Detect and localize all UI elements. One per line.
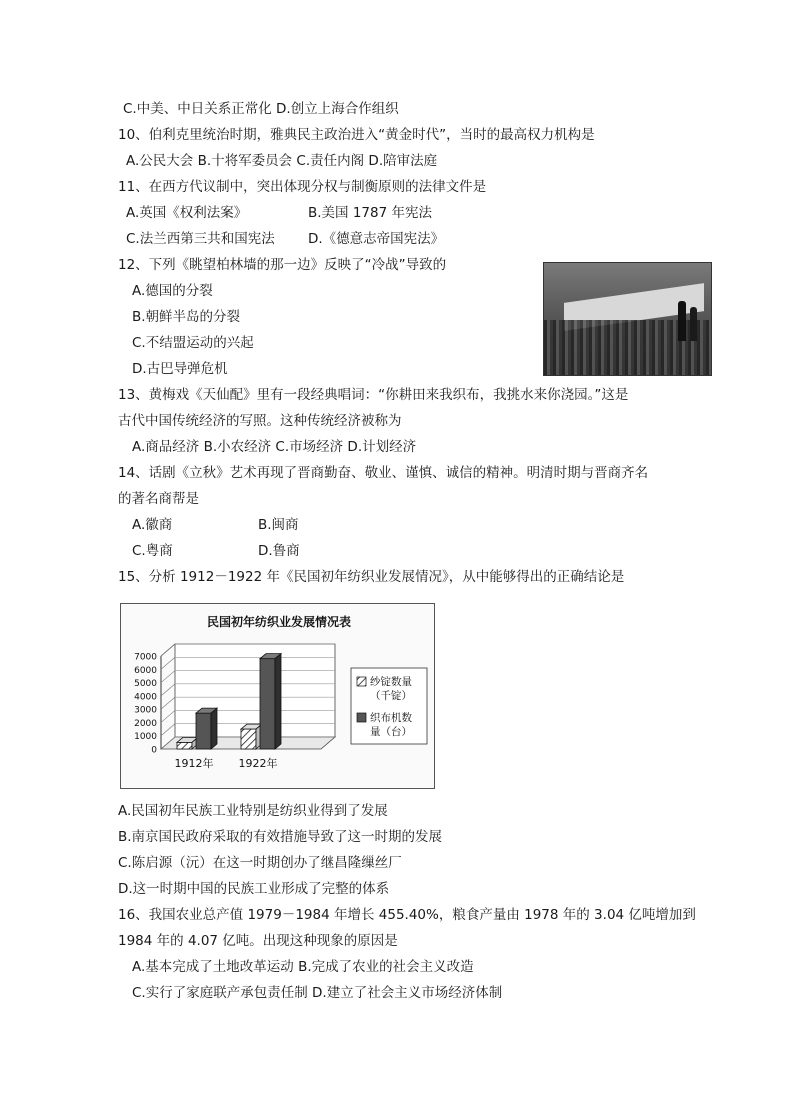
y-tick-label: 7000 [134,652,157,663]
gridline [161,684,175,696]
y-tick-label: 2000 [134,718,157,729]
x-tick-label: 1912年 [174,757,214,770]
q11-option-a: A.英国《权利法案》 [126,205,248,221]
q15-option-d: D.这一时期中国的民族工业形成了完整的体系 [118,881,390,897]
bar-front [260,659,275,749]
chart-svg [121,604,434,788]
gridline [161,697,175,709]
gridline [161,724,175,736]
y-tick-label: 1000 [134,732,157,743]
q13-stem-cont: 古代中国传统经济的写照。这种传统经济被称为 [118,413,402,429]
q16-options-cd: C.实行了家庭联产承包责任制 D.建立了社会主义市场经济体制 [132,985,503,1001]
q14-option-a: A.徽商 [132,517,173,533]
legend-label: 量（台） [370,726,412,738]
bar [241,724,262,749]
q12-stem: 12、下列《眺望柏林墙的那一边》反映了“冷战”导致的 [118,257,447,273]
y-tick-label: 3000 [134,705,157,716]
bar-front [177,742,192,749]
textile-chart [120,603,435,789]
legend-label: 织布机数 [370,712,412,724]
bar-side [275,654,281,749]
legend-swatch-loom [357,713,366,722]
q14-stem-cont: 的著名商帮是 [118,491,199,507]
q15-option-a: A.民国初年民族工业特别是纺织业得到了发展 [118,803,388,819]
bar-front [241,729,256,749]
q14-option-b: B.闽商 [258,517,299,533]
q12-option-d: D.古巴导弹危机 [132,361,228,377]
y-tick-label: 0 [151,745,157,756]
berlin-wall-photo [543,262,712,376]
q15-option-b: B.南京国民政府采取的有效措施导致了这一时期的发展 [118,829,443,845]
q9-options-cd: C.中美、中日关系正常化 D.创立上海合作组织 [123,101,399,117]
gridline [161,671,175,683]
q12-option-c: C.不结盟运动的兴起 [132,335,254,351]
x-tick-label: 1922年 [238,757,278,770]
q11-option-c: C.法兰西第三共和国宪法 [126,231,275,247]
bar-front [196,713,211,749]
y-tick-label: 4000 [134,692,157,703]
q15-option-c: C.陈启源（沅）在这一时期创办了继昌隆缫丝厂 [118,855,402,871]
legend-label: （千锭） [370,690,412,702]
q11-option-b: B.美国 1787 年宪法 [308,205,432,221]
gridline [161,657,175,669]
y-tick-label: 5000 [134,679,157,690]
y-tick-label: 6000 [134,665,157,676]
bar [260,654,281,749]
bar [196,708,217,749]
bar-side [211,708,217,749]
gridline [161,710,175,722]
q16-options-ab: A.基本完成了土地改革运动 B.完成了农业的社会主义改造 [132,959,474,975]
gridline [161,644,175,656]
q11-option-d: D.《德意志帝国宪法》 [308,231,445,247]
q10-options: A.公民大会 B.十将军委员会 C.责任内阁 D.陪审法庭 [126,153,438,169]
q16-stem: 16、我国农业总产值 1979－1984 年增长 455.40%，粮食产量由 1978 年的 3.04 亿吨增加到 [118,907,696,923]
q14-option-d: D.鲁商 [258,543,300,559]
chart-title: 民国初年纺织业发展情况表 [206,615,352,629]
q15-stem: 15、分析 1912－1922 年《民国初年纺织业发展情况》，从中能够得出的正确结论是 [118,569,625,585]
q16-stem-cont: 1984 年的 4.07 亿吨。出现这种现象的原因是 [118,933,398,949]
q14-option-c: C.粤商 [132,543,173,559]
q12-option-a: A.德国的分裂 [132,283,213,299]
q11-stem: 11、在西方代议制中，突出体现分权与制衡原则的法律文件是 [118,179,487,195]
q12-option-b: B.朝鲜半岛的分裂 [132,309,241,325]
q13-options: A.商品经济 B.小农经济 C.市场经济 D.计划经济 [132,439,417,455]
legend-label: 纱锭数量 [370,676,412,688]
legend-swatch-spindle [357,677,366,686]
q13-stem: 13、黄梅戏《天仙配》里有一段经典唱词：“你耕田来我织布，我挑水来你浇园。”这是 [118,387,629,403]
q10-stem: 10、伯利克里统治时期，雅典民主政治进入“黄金时代”，当时的最高权力机构是 [118,127,595,143]
q14-stem: 14、话剧《立秋》艺术再现了晋商勤奋、敬业、谨慎、诚信的精神。明清时期与晋商齐名 [118,465,649,481]
